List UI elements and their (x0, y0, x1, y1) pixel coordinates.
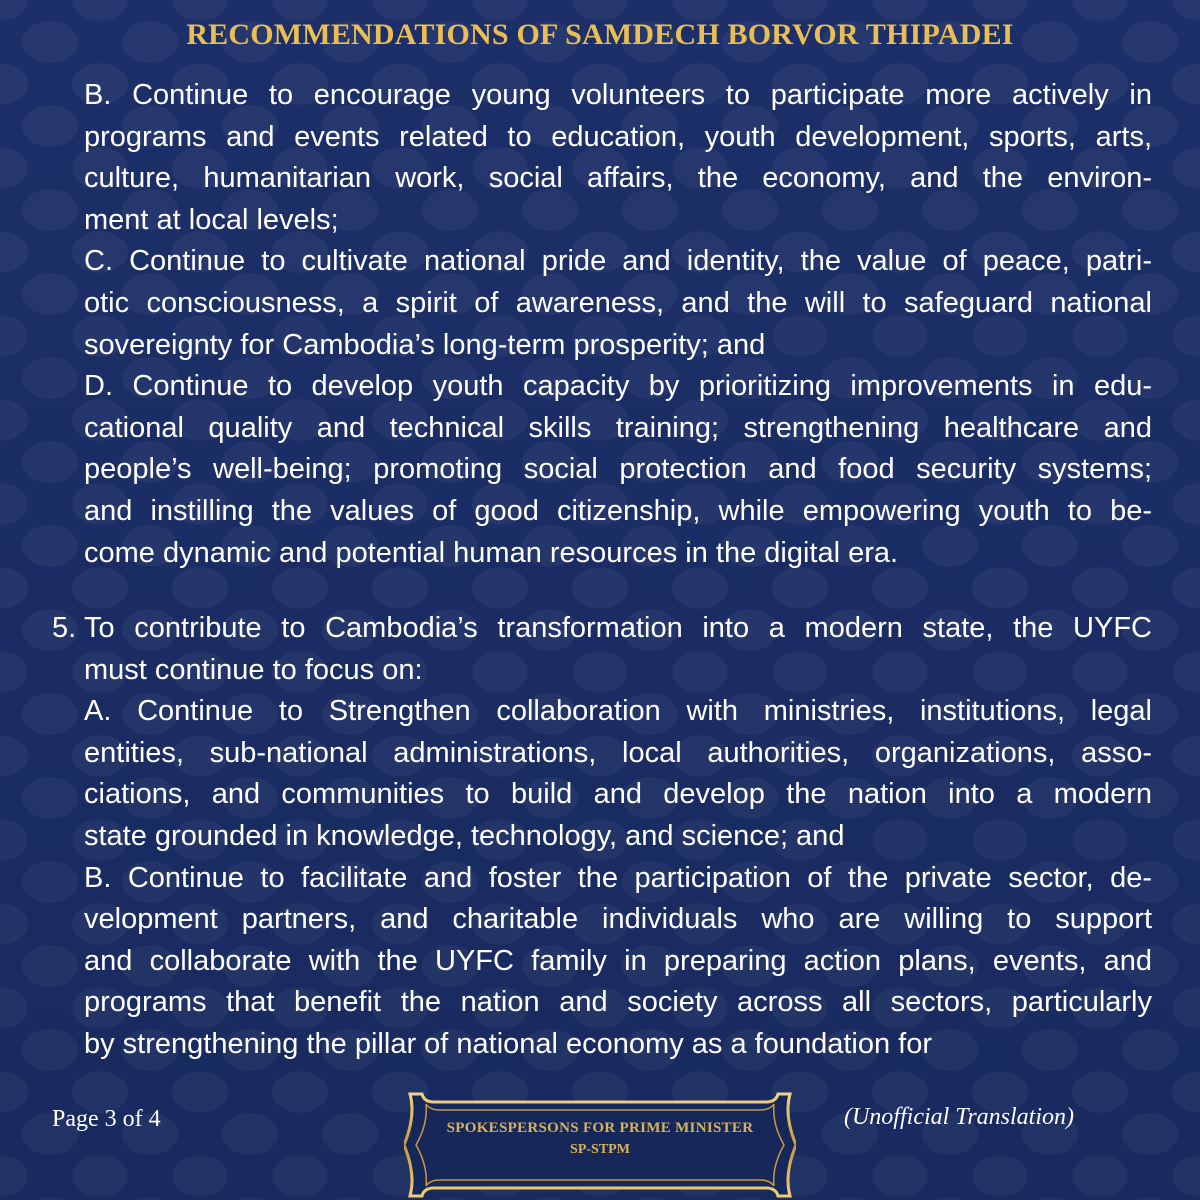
item-5-b-line: and collaborate with the UYFC family in preparing action plans, events, and (84, 944, 1152, 977)
item-5-b-line: by strengthening the pillar of national economy as a foundation for (84, 1027, 932, 1060)
item-5-b-line: velopment partners, and charitable individuals who are willing to support (84, 903, 1152, 936)
page-number: Page 3 of 4 (52, 1106, 161, 1132)
seal-title: SPOKESPERSONS FOR PRIME MINISTER (446, 1120, 754, 1136)
section-c-line: sovereignty for Cambodia’s long-term prosperity; and (84, 328, 766, 361)
section-b-line: programs and events related to education, youth development, sports, arts, (84, 120, 1152, 153)
item-5-a-line: state grounded in knowledge, technology, and science; and (84, 819, 845, 852)
section-d-line: come dynamic and potential human resources in the digital era. (84, 536, 899, 569)
item-5-a-line: entities, sub-national administrations, local authorities, organizations, asso- (84, 736, 1152, 769)
item-5-b-line: B. Continue to facilitate and foster the participation of the private sector, de- (84, 861, 1152, 894)
item-5-intro-line: To contribute to Cambodia’s transformation into a modern state, the UYFC (84, 612, 1152, 644)
item-5-intro-line: must continue to focus on: (84, 653, 423, 686)
item-5-number: 5. (52, 612, 77, 644)
section-c-line: otic consciousness, a spirit of awareness, and the will to safeguard national (84, 286, 1152, 319)
section-d-line: people’s well-being; promoting social protection and food security systems; (84, 453, 1152, 486)
section-d-line: cational quality and technical skills training; strengthening healthcare and (84, 411, 1152, 444)
item-5-a-line: A. Continue to Strengthen collaboration with ministries, institutions, legal (84, 695, 1152, 728)
section-b-line: culture, humanitarian work, social affairs, the economy, and the environ- (84, 162, 1152, 195)
page-title: RECOMMENDATIONS OF SAMDECH BORVOR THIPADEI (186, 18, 1014, 51)
spokespersons-seal (404, 1090, 796, 1200)
seal-abbreviation: SP-STPM (570, 1142, 630, 1157)
section-b-line: ment at local levels; (84, 203, 339, 236)
translation-note: (Unofficial Translation) (843, 1104, 1074, 1130)
item-5-content (84, 608, 1152, 1066)
item-5-b-line: programs that benefit the nation and society across all sectors, particularly (84, 986, 1152, 1019)
section-c-line: C. Continue to cultivate national pride and identity, the value of peace, patri- (84, 245, 1152, 278)
section-d-line: D. Continue to develop youth capacity by prioritizing improvements in edu- (84, 370, 1152, 403)
recommendations-bcd-block (84, 75, 1152, 574)
item-5-a-line: ciations, and communities to build and develop the nation into a modern (84, 778, 1152, 811)
section-d-line: and instilling the values of good citizenship, while empowering youth to be- (84, 494, 1152, 527)
section-b-line: B. Continue to encourage young volunteers to participate more actively in (84, 79, 1152, 111)
